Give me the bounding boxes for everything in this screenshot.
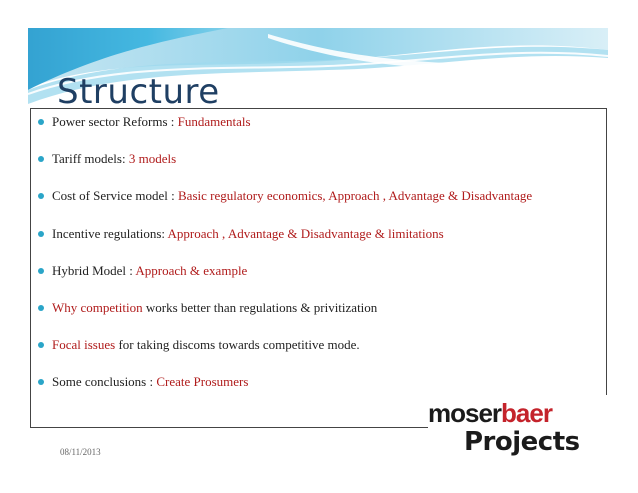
bullet-highlight: Focal issues: [52, 337, 116, 352]
bullet-highlight: Basic regulatory economics, Approach , Advantage & Disadvantage: [178, 188, 533, 203]
slide-date: 08/11/2013: [60, 447, 101, 457]
moserbaer-projects-logo: [428, 396, 580, 464]
bullet-text: Incentive regulations:: [52, 226, 168, 241]
bullet-item-focal-issues: [38, 337, 360, 353]
bullet-icon: [38, 379, 44, 385]
logo-projects-text: Projects: [464, 427, 580, 457]
bullet-item-why-competition: [38, 300, 377, 316]
bullet-icon: [38, 193, 44, 199]
bullet-icon: [38, 231, 44, 237]
bullet-highlight: Why competition: [52, 300, 143, 315]
logo-moser-text: moser: [428, 398, 502, 428]
bullet-highlight: Create Prosumers: [156, 374, 249, 389]
logo-brand-name: [428, 398, 552, 428]
bullet-icon: [38, 119, 44, 125]
bullet-icon: [38, 305, 44, 311]
bullet-text: Tariff models:: [52, 151, 129, 166]
bullet-text: Hybrid Model :: [52, 263, 136, 278]
bullet-text: Cost of Service model :: [52, 188, 179, 203]
bullet-item-some-conclusions: [38, 374, 248, 390]
bullet-icon: [38, 156, 44, 162]
bullet-item-incentive-regulations: [38, 226, 444, 242]
bullet-text: Some conclusions :: [52, 374, 157, 389]
bullet-text: works better than regulations & privitization: [142, 300, 378, 315]
bullet-icon: [38, 268, 44, 274]
bullet-icon: [38, 342, 44, 348]
bullet-item-tariff-models: [38, 151, 176, 167]
bullet-item-cost-of-service: [38, 188, 532, 204]
bullet-text: for taking discoms towards competitive mode.: [115, 337, 360, 352]
slide-title: Structure: [57, 72, 220, 112]
bullet-text: Power sector Reforms :: [52, 114, 178, 129]
logo-baer-text: baer: [501, 398, 552, 428]
bullet-item-power-sector-reforms: [38, 114, 251, 130]
frame-right-border: [606, 108, 607, 395]
frame-bottom-border: [30, 427, 428, 428]
bullet-highlight: Approach & example: [135, 263, 248, 278]
bullet-item-hybrid-model: [38, 263, 247, 279]
bullet-highlight: 3 models: [128, 151, 177, 166]
bullet-highlight: Fundamentals: [177, 114, 251, 129]
bullet-highlight: Approach , Advantage & Disadvantage & limitations: [167, 226, 444, 241]
